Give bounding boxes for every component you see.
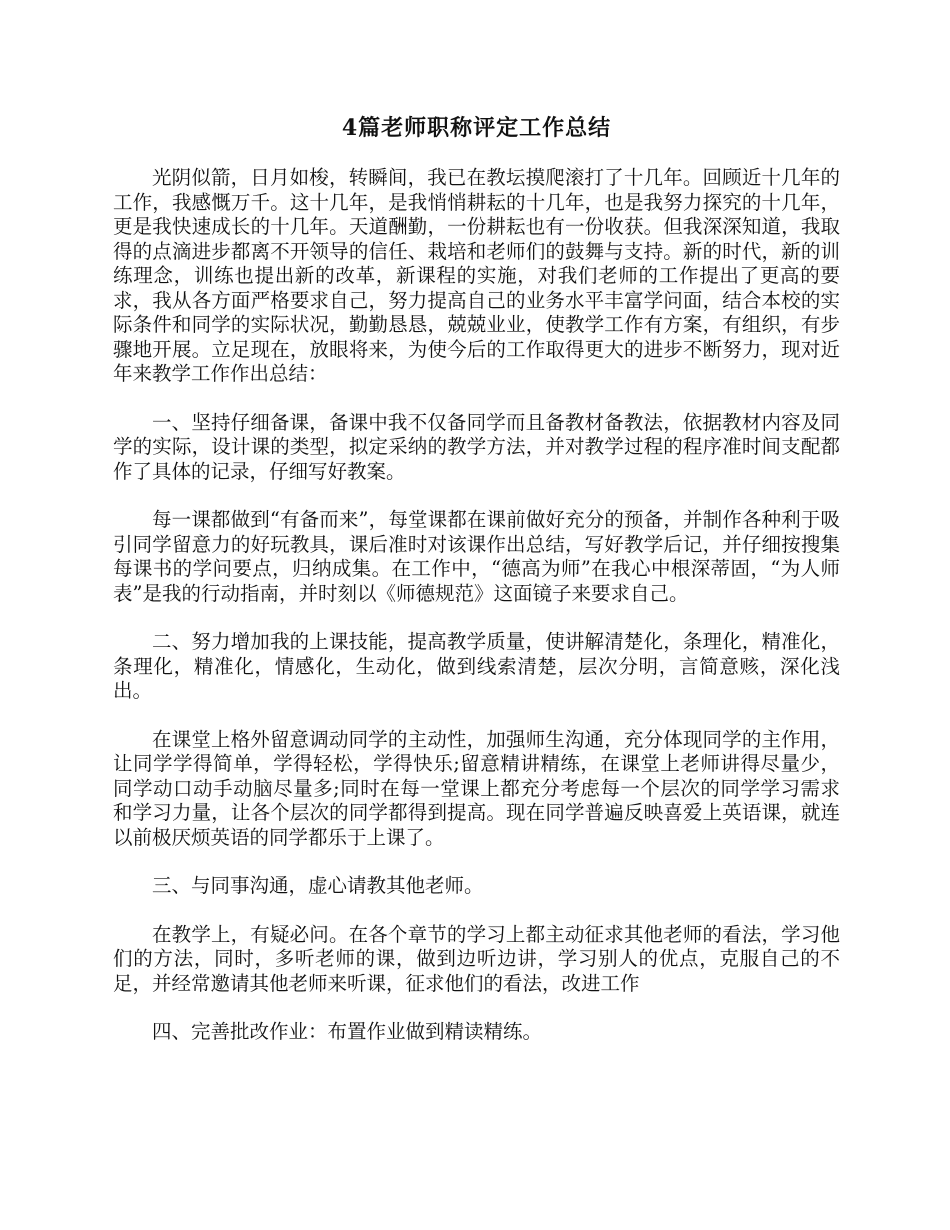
paragraph-section-1: 一、坚持仔细备课，备课中我不仅备同学而且备教材备教法，依据教材内容及同学的实际，设计课的类型，拟定采纳的教学方法，并对教学过程的程序准时间支配都作了具体的记录，仔细写好教案。 bbox=[113, 410, 840, 483]
paragraph-section-3-detail: 在教学上，有疑必问。在各个章节的学习上都主动征求其他老师的看法，学习他们的方法，同时，多听老师的课，做到边听边讲，学习别人的优点，克服自己的不足，并经常邀请其他老师来听课，征求他们的看法，改进工作 bbox=[113, 922, 840, 995]
paragraph-section-1-detail: 每一课都做到“有备而来”，每堂课都在课前做好充分的预备，并制作各种利于吸引同学留意力的好玩教具，课后准时对该课作出总结，写好教学后记，并仔细按搜集每课书的学问要点，归纳成集。在工作中，“德高为师”在我心中根深蒂固，“为人师表”是我的行动指南，并时刻以《师德规范》这面镜子来要求自己。 bbox=[113, 508, 840, 605]
paragraph-section-4: 四、完善批改作业：布置作业做到精读精练。 bbox=[152, 1020, 543, 1043]
document-title: 4篇老师职称评定工作总结 bbox=[341, 115, 612, 141]
paragraph-section-2-detail: 在课堂上格外留意调动同学的主动性，加强师生沟通，充分体现同学的主作用，让同学学得简单，学得轻松，学得快乐;留意精讲精练，在课堂上老师讲得尽量少，同学动口动手动脑尽量多;同时在每一堂课上都充分考虑每一个层次的同学学习需求和学习力量，让各个层次的同学都得到提高。现在同学普遍反映喜爱上英语课，就连以前极厌烦英语的同学都乐于上课了。 bbox=[113, 727, 840, 849]
paragraph-intro: 光阴似箭，日月如梭，转瞬间，我已在教坛摸爬滚打了十几年。回顾近十几年的工作，我感慨万千。这十几年，是我悄悄耕耘的十几年，也是我努力探究的十几年，更是我快速成长的十几年。天道酬勤，一份耕耘也有一份收获。但我深深知道，我取得的点滴进步都离不开领导的信任、栽培和老师们的鼓舞与支持。新的时代，新的训练理念，训练也提出新的改革，新课程的实施，对我们老师的工作提出了更高的要求，我从各方面严格要求自己，努力提高自己的业务水平丰富学问面，结合本校的实际条件和同学的实际状况，勤勤恳恳，兢兢业业，使教学工作有方案，有组织，有步骤地开展。立足现在，放眼将来，为使今后的工作取得更大的进步不断努力，现对近年来教学工作作出总结： bbox=[113, 166, 840, 385]
paragraph-section-3: 三、与同事沟通，虚心请教其他老师。 bbox=[152, 874, 484, 897]
paragraph-section-2: 二、努力增加我的上课技能，提高教学质量，使讲解清楚化，条理化，精准化，条理化，精准化，情感化，生动化，做到线索清楚，层次分明，言简意赅，深化浅出。 bbox=[113, 630, 840, 702]
